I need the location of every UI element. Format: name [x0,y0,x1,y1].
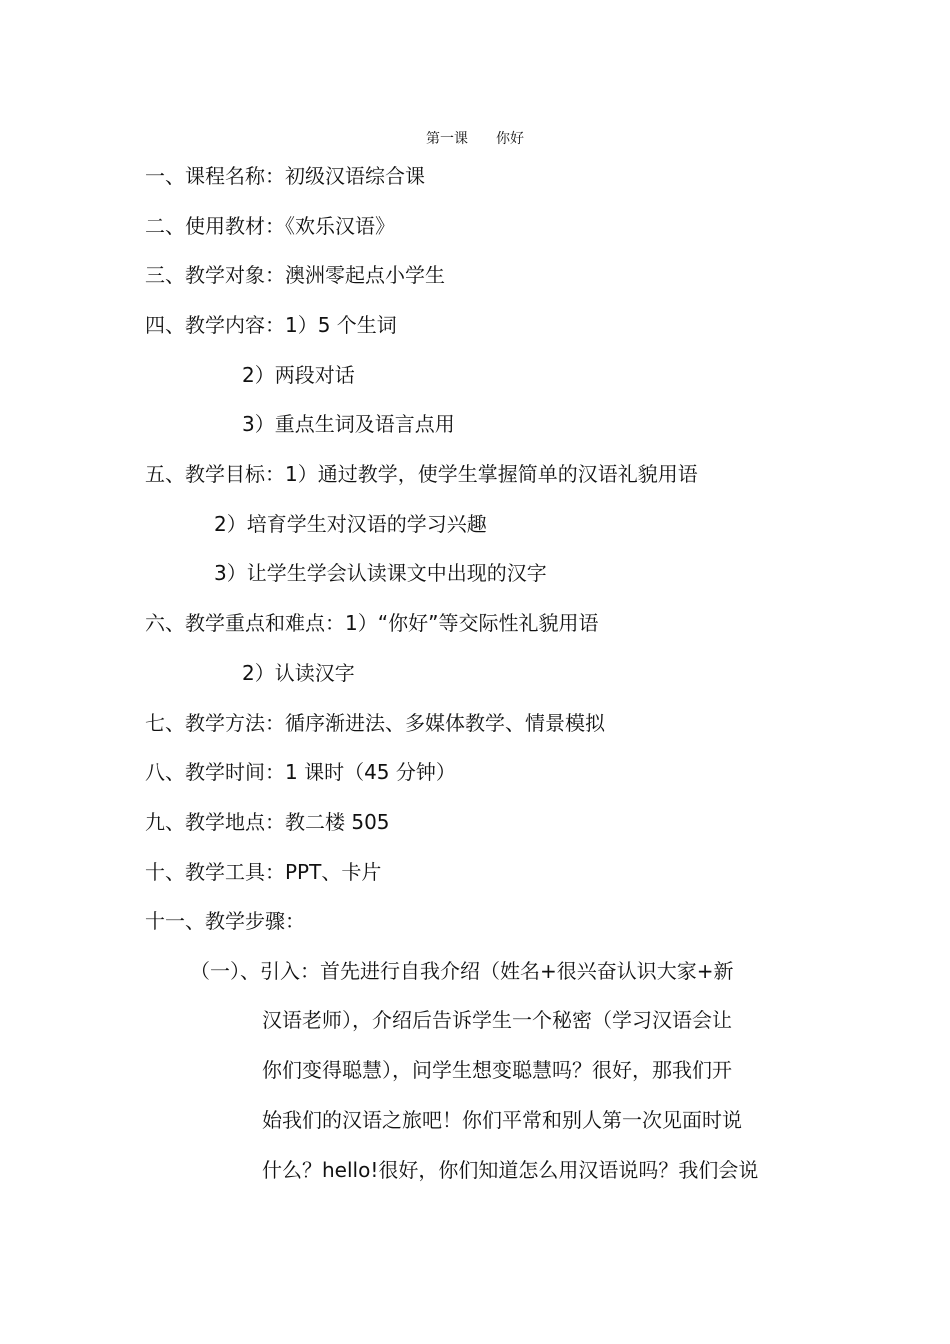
lesson-number: 第一课 [426,131,468,147]
item-content-sub-2: 2）两段对话 [242,363,355,387]
item-methods: 七、教学方法：循序渐进法、多媒体教学、情景模拟 [145,711,605,735]
step-one-line: 什么？hello!很好，你们知道怎么用汉语说吗？我们会说 [262,1158,759,1182]
step-one-line: 始我们的汉语之旅吧！你们平常和别人第一次见面时说 [262,1108,742,1132]
item-tools: 十、教学工具：PPT、卡片 [145,860,382,884]
page-title [0,128,950,148]
item-objectives: 五、教学目标：1）通过教学，使学生掌握简单的汉语礼貌用语 [145,462,698,486]
item-steps: 十一、教学步骤： [145,909,305,933]
item-time: 八、教学时间：1 课时（45 分钟） [145,760,456,784]
item-content: 四、教学内容：1）5 个生词 [145,313,397,337]
item-audience: 三、教学对象：澳洲零起点小学生 [145,263,445,287]
item-location: 九、教学地点：教二楼 505 [145,810,390,834]
item-textbook: 二、使用教材：《欢乐汉语》 [145,214,395,238]
step-one-line: 汉语老师），介绍后告诉学生一个秘密（学习汉语会让 [262,1008,732,1032]
item-key-points: 六、教学重点和难点：1）“你好”等交际性礼貌用语 [145,611,599,635]
step-one-paragraph [262,995,758,1195]
step-one-heading: （一）、引入：首先进行自我介绍（姓名+很兴奋认识大家+新 [190,959,734,983]
item-objectives-sub-2: 2）培育学生对汉语的学习兴趣 [214,512,487,536]
lesson-topic: 你好 [496,131,524,147]
item-content-sub-3: 3）重点生词及语言点用 [242,412,455,436]
item-objectives-sub-3: 3）让学生学会认读课文中出现的汉字 [214,561,547,585]
item-course-name: 一、课程名称：初级汉语综合课 [145,164,425,188]
item-key-points-sub-2: 2）认读汉字 [242,661,355,685]
step-one-line: 你们变得聪慧），问学生想变聪慧吗？很好，那我们开 [262,1058,732,1082]
